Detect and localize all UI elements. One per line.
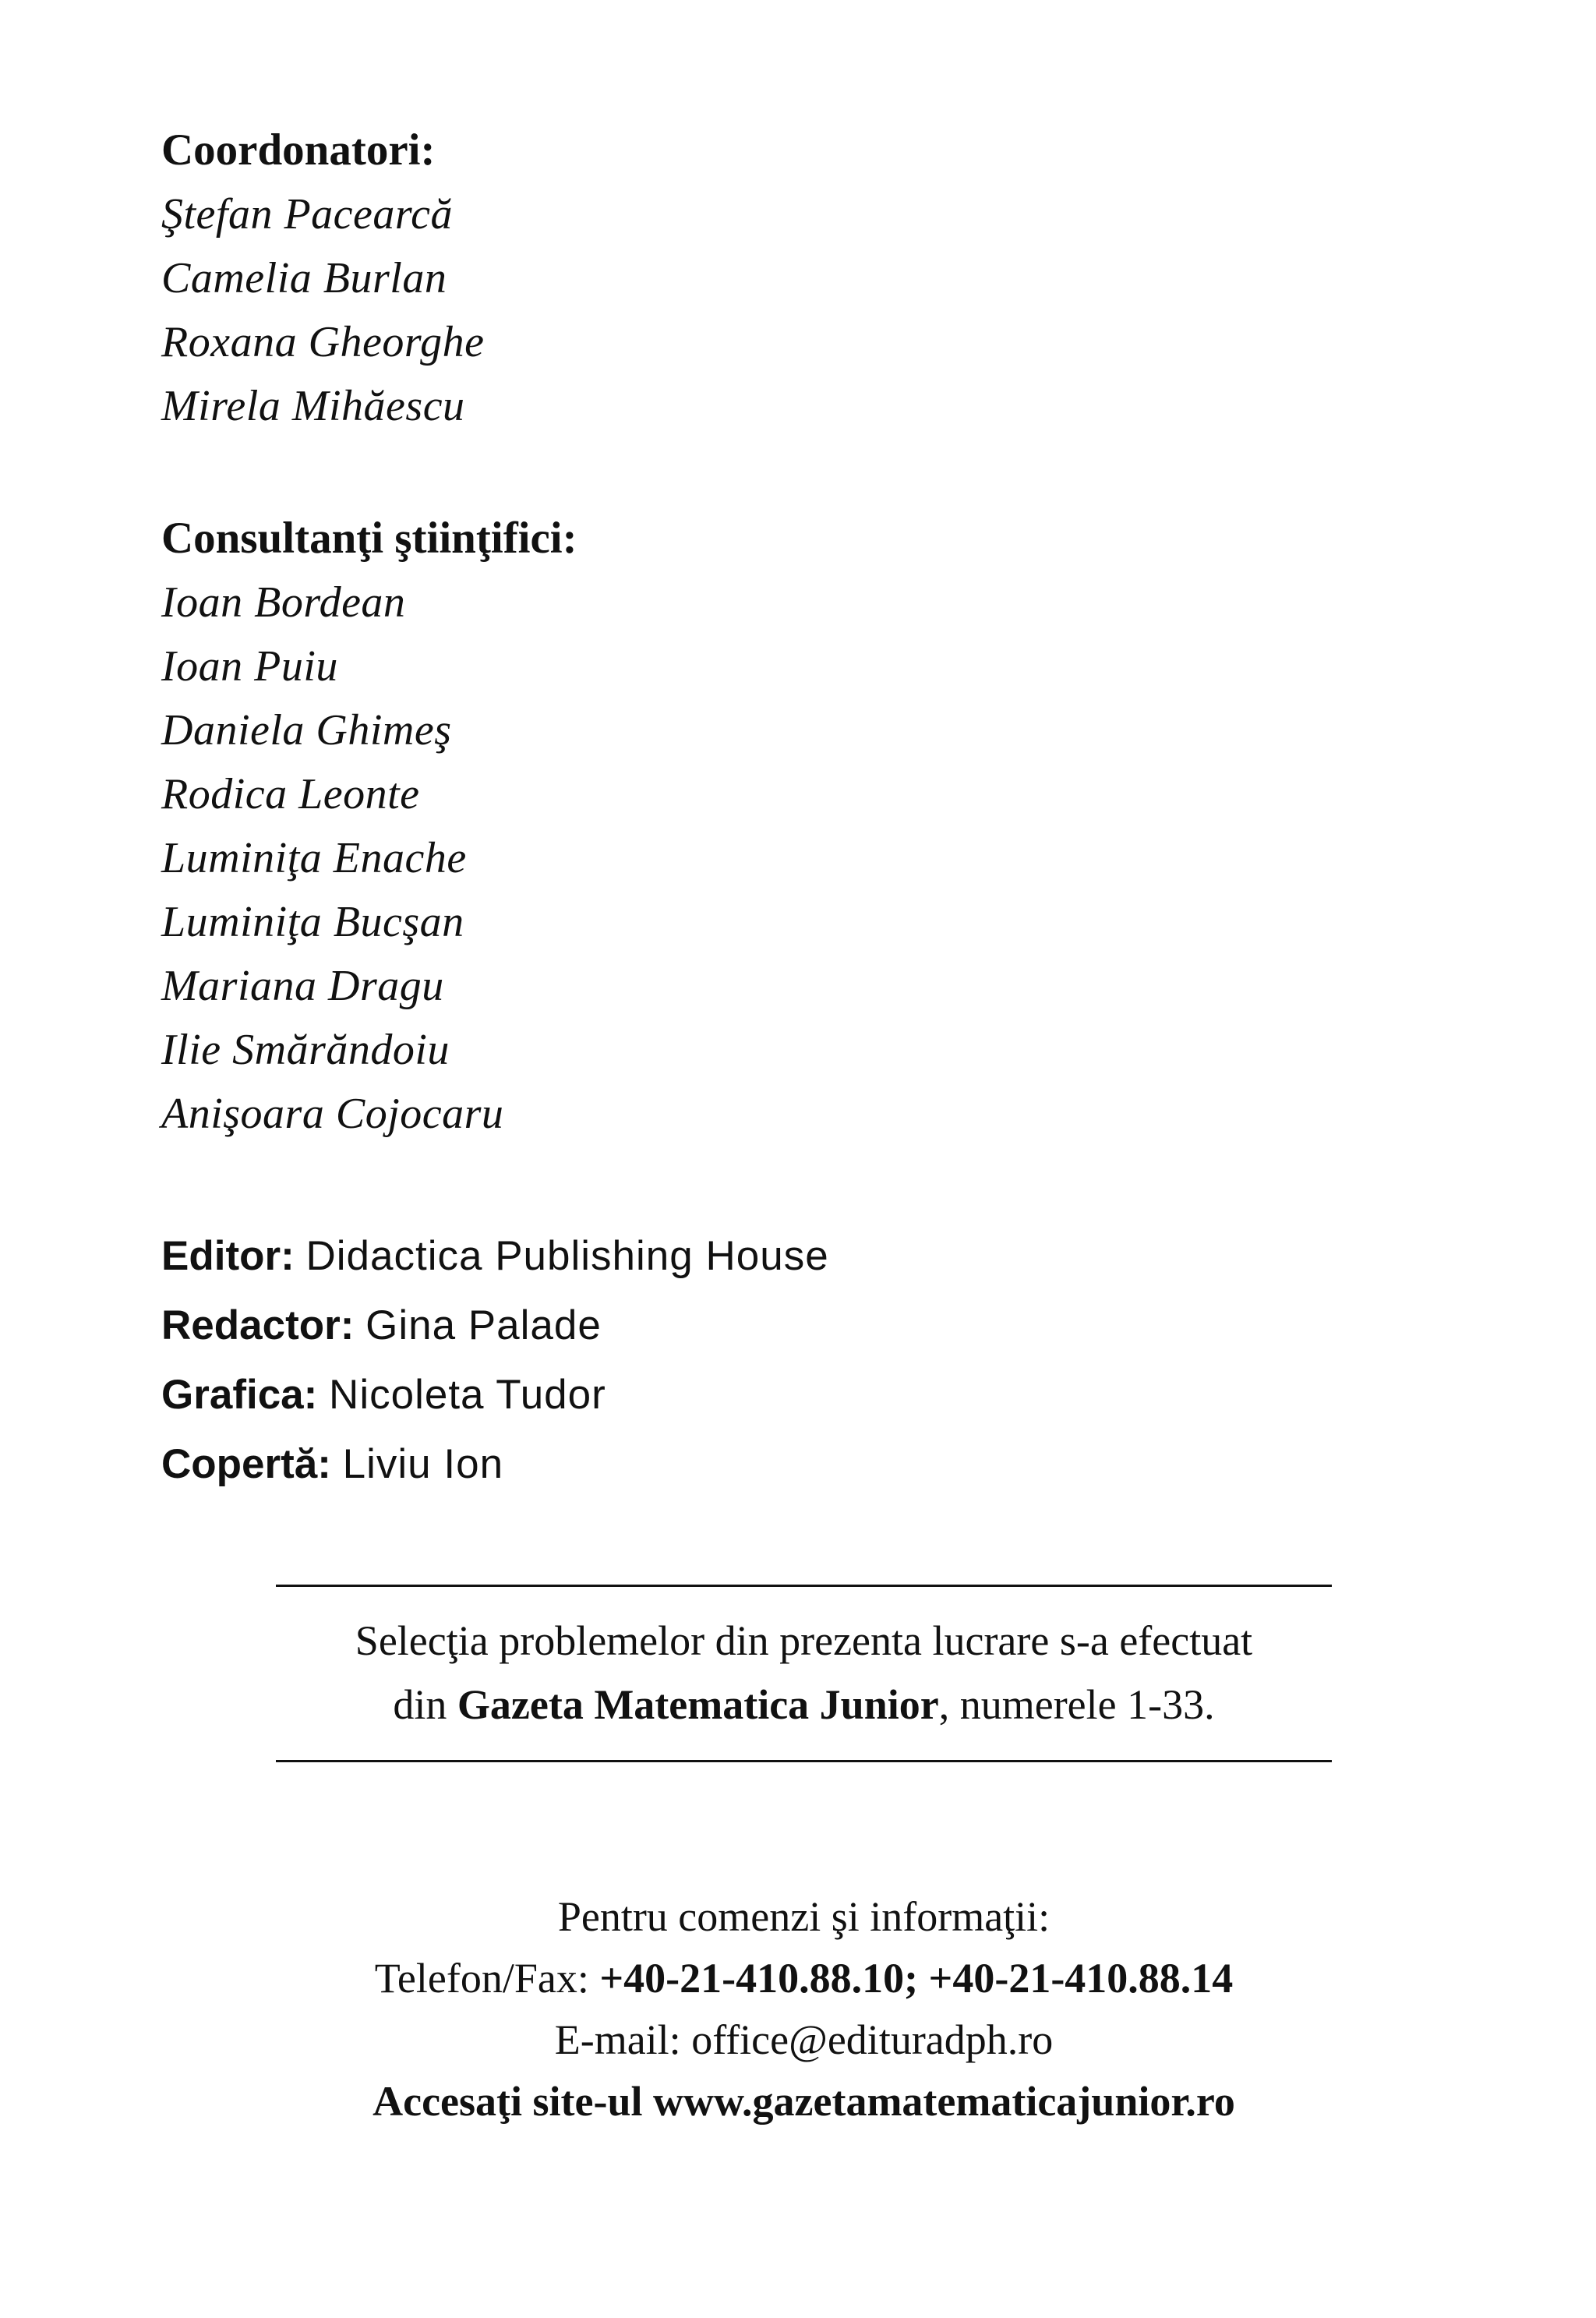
consultant-name: Daniela Ghimeş xyxy=(161,706,452,754)
credit-value: Gina Palade xyxy=(365,1302,602,1348)
credit-value: Didactica Publishing House xyxy=(305,1233,829,1279)
phone-label: Telefon/Fax: xyxy=(374,1955,600,2002)
credit-coperta xyxy=(161,1429,829,1499)
consultants-section xyxy=(161,507,577,1146)
credit-value: Nicoleta Tudor xyxy=(329,1372,606,1418)
consultant-name: Ioan Puiu xyxy=(161,642,338,691)
consultant-name: Ioan Bordean xyxy=(161,578,406,627)
consultant-name: Luminiţa Bucşan xyxy=(161,898,464,946)
email-label: E-mail: xyxy=(554,2016,692,2063)
website-line: Accesaţi site-ul www.gazetamatematicajunior.ro xyxy=(373,2078,1235,2125)
credit-label: Copertă: xyxy=(161,1441,331,1487)
contact-phone xyxy=(276,1948,1332,2009)
coordinator-name: Ştefan Pacearcă xyxy=(161,190,453,239)
consultant-name: Luminiţa Enache xyxy=(161,834,467,882)
credit-value: Liviu Ion xyxy=(342,1441,504,1487)
credit-label: Grafica: xyxy=(161,1372,318,1418)
consultant-name: Mariana Dragu xyxy=(161,962,444,1010)
contact-email xyxy=(276,2009,1332,2071)
credit-label: Redactor: xyxy=(161,1302,355,1348)
credit-grafica xyxy=(161,1360,829,1429)
consultants-heading: Consultanţi ştiinţifici: xyxy=(161,514,577,563)
credit-redactor xyxy=(161,1291,829,1360)
credit-editor xyxy=(161,1221,829,1291)
coordinators-section xyxy=(161,118,484,438)
contact-section xyxy=(276,1886,1332,2132)
selection-note-prefix: din xyxy=(393,1681,457,1728)
consultant-name: Ilie Smărăndoiu xyxy=(161,1026,450,1074)
divider-bottom xyxy=(276,1760,1332,1762)
consultant-name: Anişoara Cojocaru xyxy=(161,1090,504,1138)
selection-note-suffix: , numerele 1-33. xyxy=(938,1681,1215,1728)
journal-name: Gazeta Matematica Junior xyxy=(457,1681,939,1728)
selection-note-line1: Selecţia problemelor din prezenta lucrare s-a efectuat xyxy=(355,1617,1253,1664)
coordinator-name: Roxana Gheorghe xyxy=(161,318,485,366)
coordinators-heading: Coordonatori: xyxy=(161,125,436,175)
coordinator-name: Camelia Burlan xyxy=(161,254,447,302)
credits-section xyxy=(161,1221,829,1499)
divider-top xyxy=(276,1585,1332,1587)
credit-label: Editor: xyxy=(161,1233,295,1279)
consultant-name: Rodica Leonte xyxy=(161,770,420,818)
email-address: office@edituradph.ro xyxy=(691,2016,1054,2063)
coordinator-name: Mirela Mihăescu xyxy=(161,382,465,430)
selection-note xyxy=(276,1609,1332,1737)
selection-note-line2 xyxy=(276,1673,1332,1737)
contact-intro: Pentru comenzi şi informaţii: xyxy=(557,1893,1050,1940)
phone-numbers: +40-21-410.88.10; +40-21-410.88.14 xyxy=(599,1955,1234,2002)
